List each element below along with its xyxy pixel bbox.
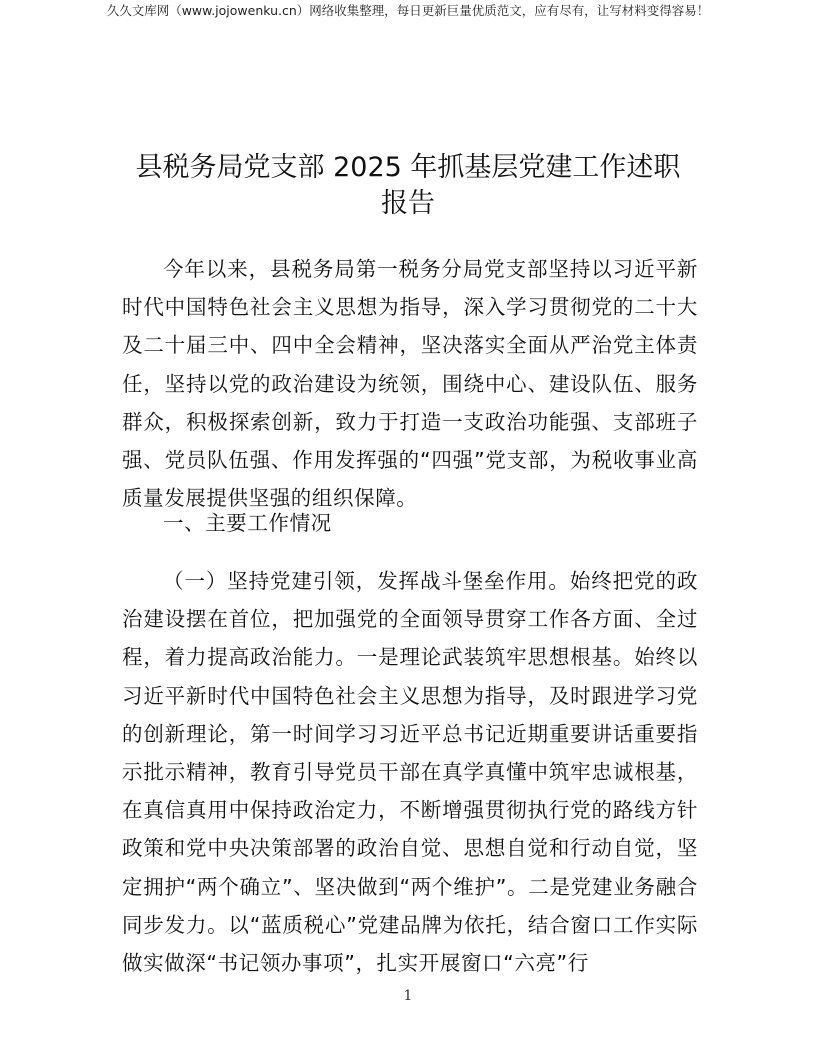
section-1-paragraph: （一）坚持党建引领，发挥战斗堡垒作用。始终把党的政治建设摆在首位，把加强党的全面领导贯穿工作各方面、全过程，着力提高政治能力。一是理论武装筑牢思想根基。始终以习近平新时代中国特色社会主义思想为指导，及时跟进学习党的创新理论，第一时间学习习近平总书记近期重要讲话重要指示批示精神，教育引导党员干部在真学真懂中筑牢忠诚根基，在真信真用中保持政治定力，不断增强贯彻执行党的路线方针政策和党中央决策部署的政治自觉、思想自觉和行动自觉，坚定拥护“两个确立”、坚决做到“两个维护”。二是党建业务融合同步发力。以“蓝质税心”党建品牌为依托，结合窗口工作实际做实做深“书记领办事项”，扎实开展窗口“六亮”行 [122, 569, 698, 976]
document-title [100, 150, 716, 222]
document-title-line-2: 报告 [381, 188, 435, 219]
section-heading: 一、主要工作情况 [163, 511, 332, 535]
intro-paragraph: 今年以来，县税务局第一税务分局党支部坚持以习近平新时代中国特色社会主义思想为指导，深入学习贯彻党的二十大及二十届三中、四中全会精神，坚决落实全面从严治党主体责任，坚持以党的政治建设为统领，围绕中心、建设队伍、服务群众，积极探索创新，致力于打造一支政治功能强、支部班子强、党员队伍强、作用发挥强的“四强”党支部，为税收事业高质量发展提供坚强的组织保障。 [122, 257, 698, 511]
page-number: 1 [403, 988, 413, 1004]
document-title-line-1: 县税务局党支部 2025 年抓基层党建工作述职 [135, 152, 681, 183]
page-header-watermark: 久久文库网（www.jojowenku.cn）网络收集整理，每日更新巨量优质范文，应有尽有，让写材料变得容易！ [106, 3, 710, 18]
